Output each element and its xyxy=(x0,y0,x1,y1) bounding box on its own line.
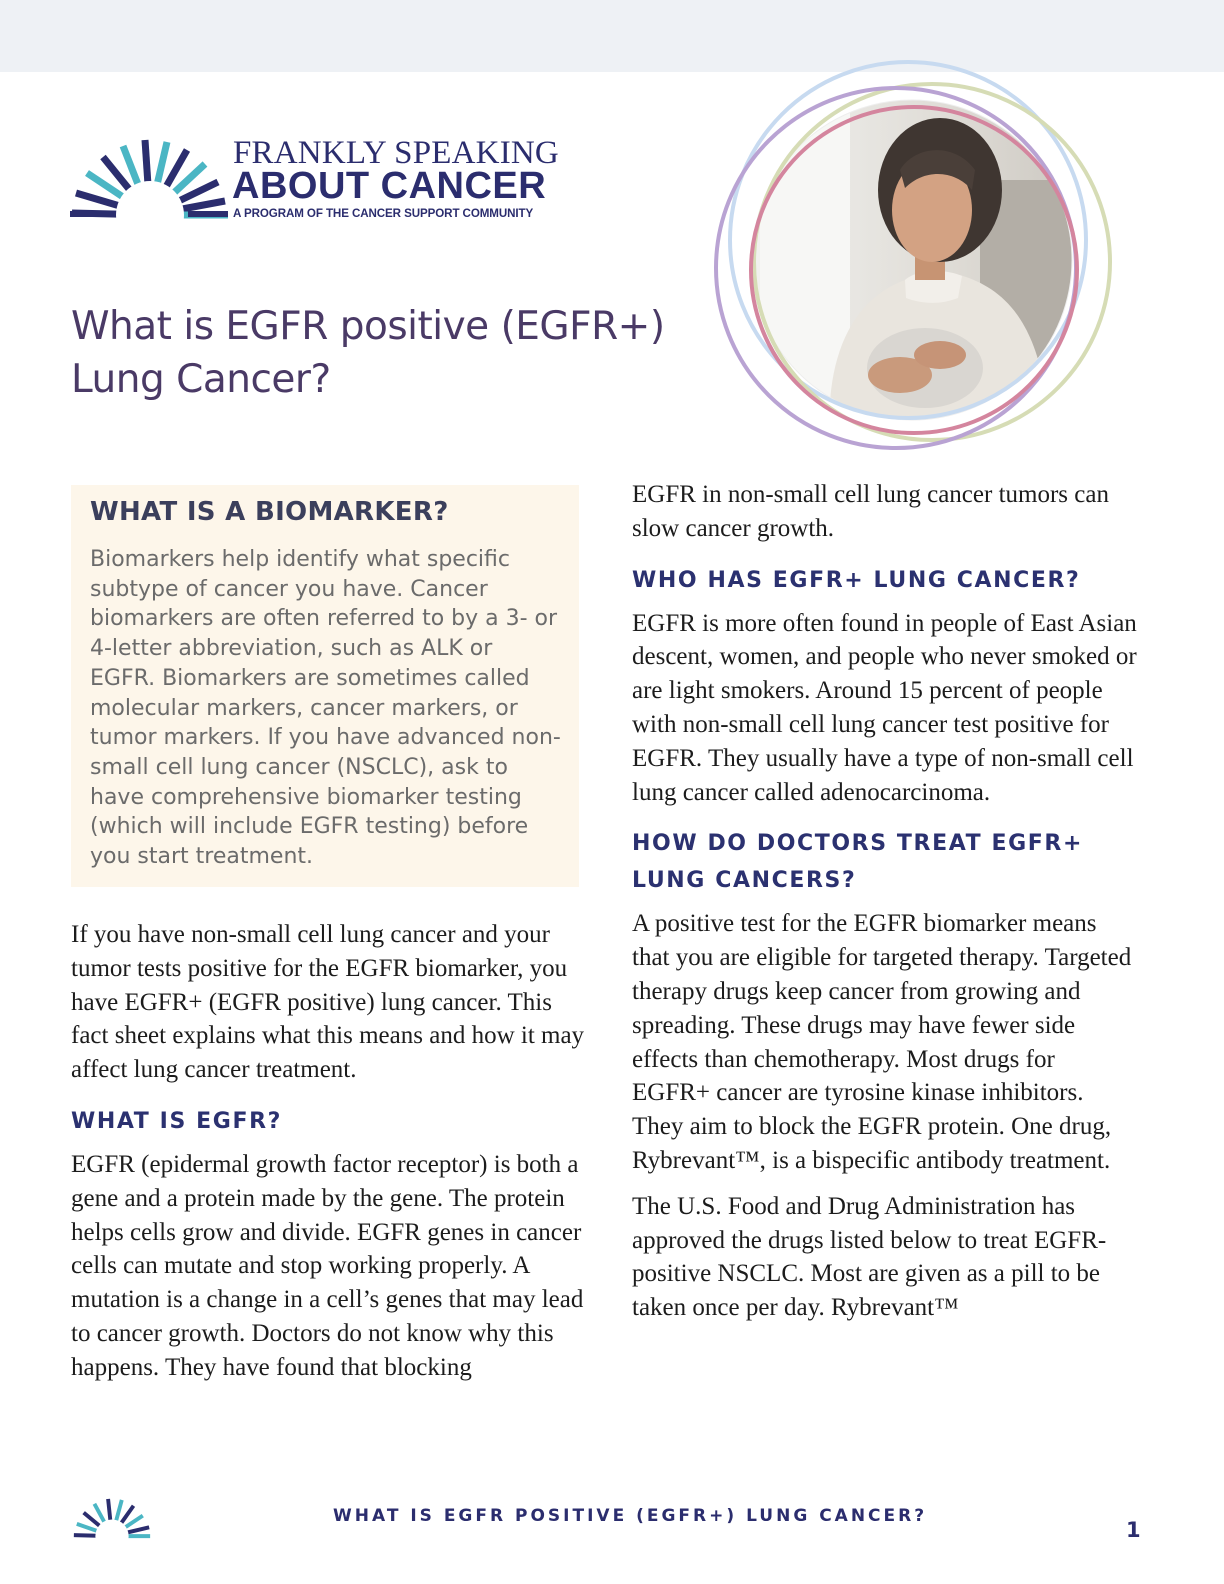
page-number: 1 xyxy=(1126,1518,1141,1542)
how-treat-text: A positive test for the EGFR biomarker means that you are eligible for targeted therapy. Targeted therapy drugs keep cancer from growing and spreading. These drugs may have fewer side effects than chemotherapy. Most drugs for EGFR+ cancer are tyrosine kinase inhibitors. They aim to block the EGFR protein. One drug, Rybrevant™, is a bispecific antibody treatment. xyxy=(632,910,1132,1174)
right-column xyxy=(632,478,1137,1337)
fda-approved-text: The U.S. Food and Drug Administration has approved the drugs listed below to treat EGFR-positive NSCLC. Most are given as a pill to be taken once per day. Rybrevant™ xyxy=(632,1192,1107,1322)
what-is-egfr-heading: WHAT IS EGFR? xyxy=(71,1108,282,1134)
biomarker-text: Biomarkers help identify what specific subtype of cancer you have. Cancer biomarkers are often referred to by a 3- or 4-letter abbreviation, such as ALK or EGFR. Biomarkers are sometimes called molecular markers, cancer markers, or tumor markers. If you have advanced non-small cell lung cancer (NSCLC), ask to have comprehensive biomarker testing (which will include EGFR testing) before you start treatment. xyxy=(90,547,561,870)
footer-title: WHAT IS EGFR POSITIVE (EGFR+) LUNG CANCER? xyxy=(333,1506,928,1526)
biomarker-callout-box xyxy=(71,485,579,887)
biomarker-heading: WHAT IS A BIOMARKER? xyxy=(90,497,449,527)
continued-paragraph: EGFR in non-small cell lung cancer tumors can slow cancer growth. xyxy=(632,481,1109,542)
logo-tagline: A PROGRAM OF THE CANCER SUPPORT COMMUNITY xyxy=(233,207,534,220)
woman-portrait-image xyxy=(700,30,1130,450)
who-has-egfr-text: EGFR is more often found in people of East Asian descent, women, and people who never smoked or are light smokers. Around 15 percent of people with non-small cell lung cancer test positive for EGFR. They usually have a type of non-small cell lung cancer called adenocarcinoma. xyxy=(632,609,1137,806)
footer-sunburst-icon xyxy=(70,1497,154,1541)
who-has-egfr-heading: WHO HAS EGFR+ LUNG CANCER? xyxy=(632,567,1081,593)
page-title: What is EGFR positive (EGFR+) Lung Cancer? xyxy=(71,304,665,402)
logo-line-frankly-speaking: FRANKLY SPEAKING xyxy=(233,135,559,171)
hero-photo xyxy=(700,30,1130,450)
left-column xyxy=(71,918,586,1397)
logo-line-about-cancer: ABOUT CANCER xyxy=(232,165,547,207)
sunburst-logo-icon xyxy=(70,135,230,225)
what-is-egfr-text: EGFR (epidermal growth factor receptor) is both a gene and a protein made by the gene. The protein helps cells grow and divide. EGFR genes in cancer cells can mutate and stop working properly. A mutation is a change in a cell’s genes that may lead to cancer growth. Doctors do not know why this happens. They have found that blocking xyxy=(71,1150,584,1381)
frankly-speaking-logo xyxy=(70,135,590,225)
intro-paragraph: If you have non-small cell lung cancer and your tumor tests positive for the EGFR biomarker, you have EGFR+ (EGFR positive) lung cancer. This fact sheet explains what this means and how it may affect lung cancer treatment. xyxy=(71,921,585,1084)
how-treat-heading: HOW DO DOCTORS TREAT EGFR+ LUNG CANCERS? xyxy=(632,831,1083,894)
